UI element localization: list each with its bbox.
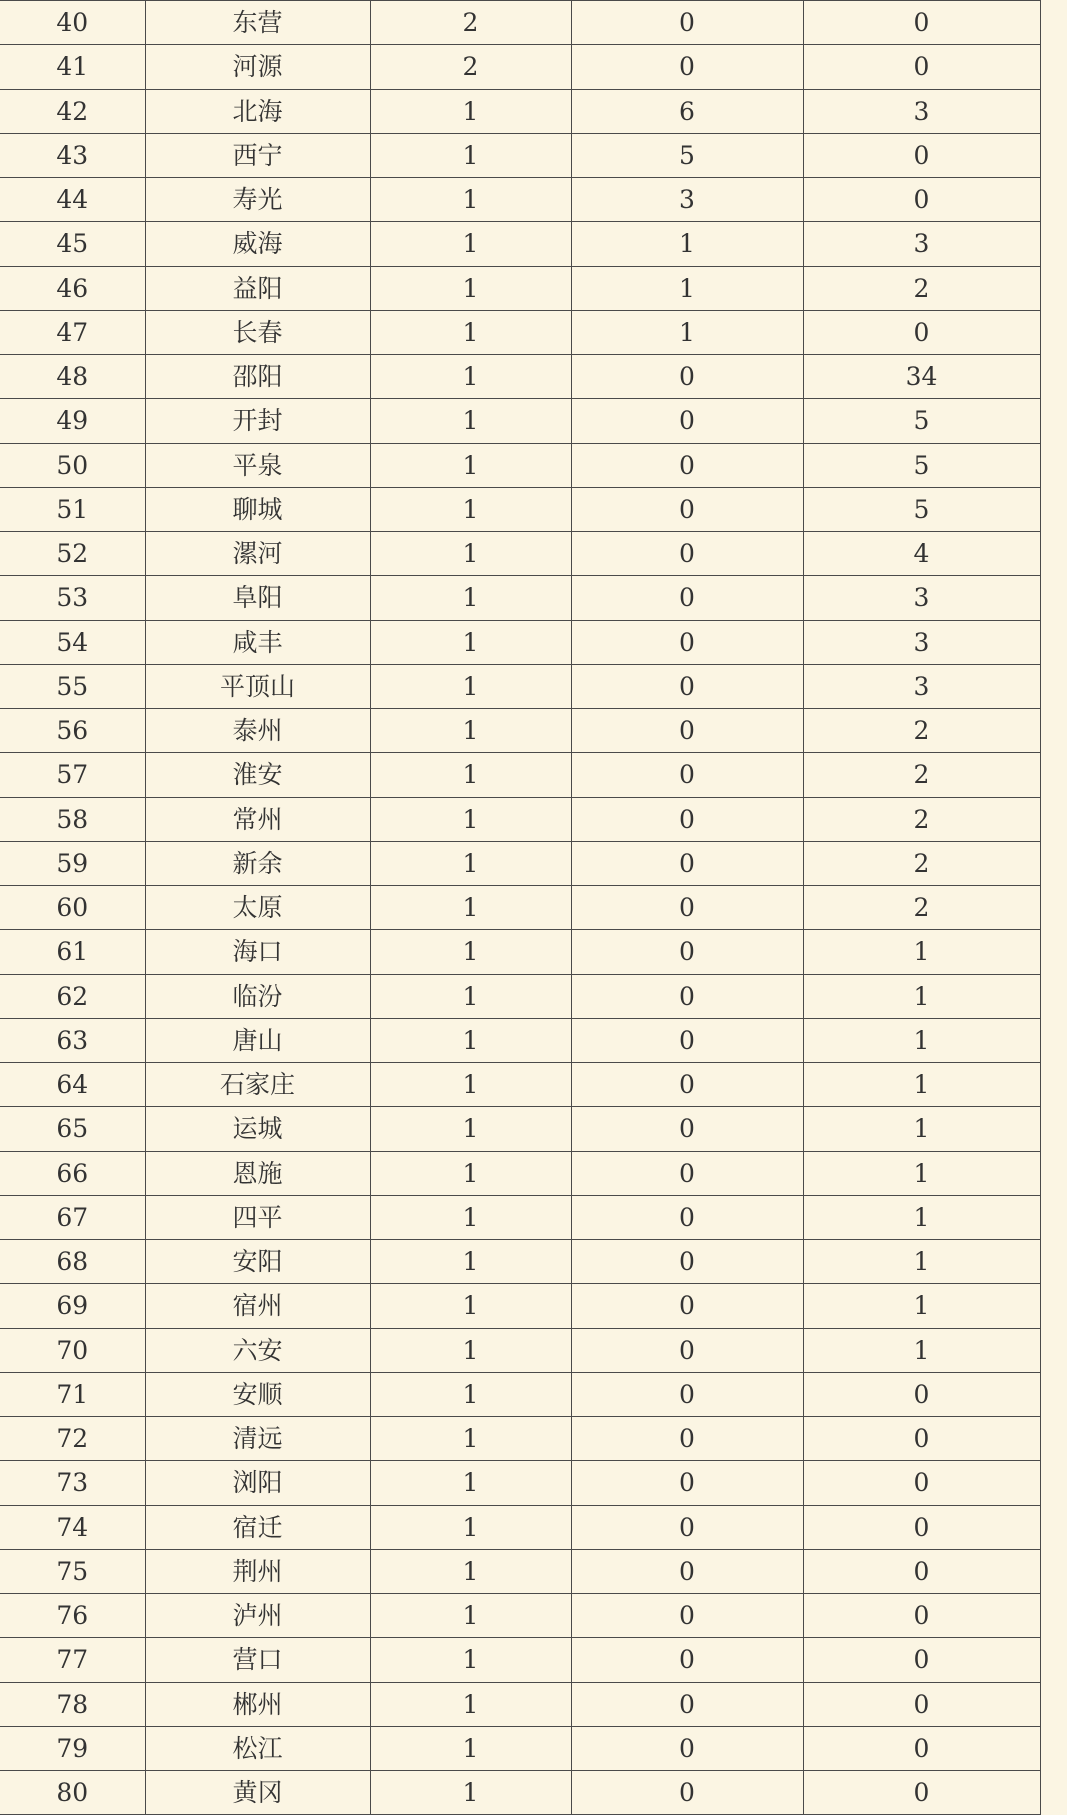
table-row xyxy=(0,1151,1040,1195)
table-cell-value-2: 6 xyxy=(571,89,803,133)
table-cell-value-1: 1 xyxy=(370,1505,571,1549)
table-cell-value-1: 1 xyxy=(370,1063,571,1107)
table-cell-rank: 69 xyxy=(0,1284,145,1328)
table-cell-city: 寿光 xyxy=(145,178,370,222)
table-row xyxy=(0,1328,1040,1372)
table-cell-city: 安顺 xyxy=(145,1372,370,1416)
table-cell-value-2: 0 xyxy=(571,1461,803,1505)
table-row xyxy=(0,310,1040,354)
table-cell-value-1: 1 xyxy=(370,1018,571,1062)
table-cell-city: 常州 xyxy=(145,797,370,841)
table-cell-value-2: 0 xyxy=(571,1726,803,1770)
table-cell-value-3: 1 xyxy=(803,930,1040,974)
table-cell-rank: 41 xyxy=(0,45,145,89)
table-cell-city: 新余 xyxy=(145,841,370,885)
table-cell-value-3: 1 xyxy=(803,1018,1040,1062)
table-row xyxy=(0,89,1040,133)
table-cell-city: 松江 xyxy=(145,1726,370,1770)
table-cell-value-1: 1 xyxy=(370,1107,571,1151)
table-cell-city: 浏阳 xyxy=(145,1461,370,1505)
table-cell-value-2: 0 xyxy=(571,443,803,487)
table-cell-rank: 59 xyxy=(0,841,145,885)
table-cell-value-2: 0 xyxy=(571,841,803,885)
table-cell-value-3: 1 xyxy=(803,974,1040,1018)
table-cell-rank: 46 xyxy=(0,266,145,310)
table-cell-value-2: 0 xyxy=(571,797,803,841)
table-cell-rank: 77 xyxy=(0,1638,145,1682)
table-cell-rank: 74 xyxy=(0,1505,145,1549)
table-row xyxy=(0,1018,1040,1062)
table-cell-value-2: 0 xyxy=(571,1682,803,1726)
table-cell-value-2: 0 xyxy=(571,1594,803,1638)
table-cell-city: 海口 xyxy=(145,930,370,974)
table-cell-rank: 51 xyxy=(0,487,145,531)
table-cell-city: 聊城 xyxy=(145,487,370,531)
table-row xyxy=(0,841,1040,885)
table-cell-value-3: 2 xyxy=(803,266,1040,310)
table-cell-value-1: 1 xyxy=(370,1726,571,1770)
table-cell-value-2: 1 xyxy=(571,266,803,310)
table-cell-rank: 76 xyxy=(0,1594,145,1638)
table-row xyxy=(0,399,1040,443)
table-cell-value-1: 1 xyxy=(370,841,571,885)
table-cell-value-1: 1 xyxy=(370,178,571,222)
table-cell-value-3: 1 xyxy=(803,1151,1040,1195)
table-cell-value-2: 0 xyxy=(571,620,803,664)
table-row xyxy=(0,1771,1040,1815)
table-row xyxy=(0,1461,1040,1505)
table-row xyxy=(0,1195,1040,1239)
table-row xyxy=(0,133,1040,177)
table-cell-value-1: 1 xyxy=(370,1151,571,1195)
table-cell-value-3: 3 xyxy=(803,576,1040,620)
table-cell-value-3: 0 xyxy=(803,1461,1040,1505)
table-row xyxy=(0,576,1040,620)
table-row xyxy=(0,1417,1040,1461)
table-cell-value-3: 3 xyxy=(803,620,1040,664)
table-cell-rank: 73 xyxy=(0,1461,145,1505)
table-cell-value-1: 1 xyxy=(370,487,571,531)
table-cell-city: 郴州 xyxy=(145,1682,370,1726)
table-cell-rank: 52 xyxy=(0,532,145,576)
table-cell-city: 河源 xyxy=(145,45,370,89)
table-cell-value-1: 1 xyxy=(370,1682,571,1726)
table-row xyxy=(0,1,1040,45)
table-row xyxy=(0,1505,1040,1549)
table-cell-value-3: 34 xyxy=(803,355,1040,399)
table-cell-city: 恩施 xyxy=(145,1151,370,1195)
table-cell-value-2: 0 xyxy=(571,399,803,443)
table-cell-value-1: 1 xyxy=(370,89,571,133)
table-cell-value-3: 2 xyxy=(803,886,1040,930)
table-row xyxy=(0,1682,1040,1726)
table-cell-value-3: 0 xyxy=(803,1638,1040,1682)
table-cell-value-2: 0 xyxy=(571,532,803,576)
table-cell-value-3: 0 xyxy=(803,133,1040,177)
table-cell-city: 运城 xyxy=(145,1107,370,1151)
table-cell-city: 西宁 xyxy=(145,133,370,177)
table-cell-value-3: 1 xyxy=(803,1195,1040,1239)
table-cell-value-3: 0 xyxy=(803,45,1040,89)
table-cell-city: 石家庄 xyxy=(145,1063,370,1107)
table-cell-value-3: 0 xyxy=(803,1505,1040,1549)
ranking-table-body xyxy=(0,1,1040,1815)
table-cell-city: 泸州 xyxy=(145,1594,370,1638)
table-cell-value-1: 1 xyxy=(370,399,571,443)
table-cell-city: 邵阳 xyxy=(145,355,370,399)
table-cell-value-3: 0 xyxy=(803,1682,1040,1726)
table-cell-value-1: 1 xyxy=(370,1771,571,1815)
table-cell-value-1: 1 xyxy=(370,1284,571,1328)
table-cell-value-3: 0 xyxy=(803,1372,1040,1416)
table-row xyxy=(0,930,1040,974)
table-cell-city: 荆州 xyxy=(145,1549,370,1593)
table-row xyxy=(0,1107,1040,1151)
table-cell-value-3: 3 xyxy=(803,664,1040,708)
table-row xyxy=(0,664,1040,708)
table-cell-value-3: 1 xyxy=(803,1107,1040,1151)
table-cell-rank: 49 xyxy=(0,399,145,443)
table-cell-value-1: 1 xyxy=(370,1372,571,1416)
table-row xyxy=(0,1240,1040,1284)
table-cell-value-2: 0 xyxy=(571,1549,803,1593)
table-cell-city: 六安 xyxy=(145,1328,370,1372)
table-cell-value-1: 1 xyxy=(370,1638,571,1682)
table-cell-rank: 42 xyxy=(0,89,145,133)
table-cell-value-2: 0 xyxy=(571,1,803,45)
table-cell-value-1: 1 xyxy=(370,1461,571,1505)
table-cell-city: 唐山 xyxy=(145,1018,370,1062)
table-cell-value-2: 0 xyxy=(571,1240,803,1284)
table-row xyxy=(0,532,1040,576)
table-cell-city: 咸丰 xyxy=(145,620,370,664)
table-cell-rank: 45 xyxy=(0,222,145,266)
table-row xyxy=(0,753,1040,797)
table-cell-city: 阜阳 xyxy=(145,576,370,620)
table-cell-rank: 60 xyxy=(0,886,145,930)
table-cell-value-2: 0 xyxy=(571,1151,803,1195)
table-row xyxy=(0,355,1040,399)
table-cell-city: 营口 xyxy=(145,1638,370,1682)
table-cell-value-1: 1 xyxy=(370,930,571,974)
table-cell-value-2: 0 xyxy=(571,1284,803,1328)
table-cell-city: 威海 xyxy=(145,222,370,266)
table-cell-value-1: 1 xyxy=(370,709,571,753)
table-cell-value-3: 1 xyxy=(803,1063,1040,1107)
table-cell-rank: 53 xyxy=(0,576,145,620)
table-cell-rank: 65 xyxy=(0,1107,145,1151)
table-cell-value-1: 1 xyxy=(370,1328,571,1372)
table-row xyxy=(0,1372,1040,1416)
table-row xyxy=(0,266,1040,310)
table-cell-city: 漯河 xyxy=(145,532,370,576)
table-cell-rank: 80 xyxy=(0,1771,145,1815)
table-cell-value-1: 1 xyxy=(370,222,571,266)
table-cell-rank: 43 xyxy=(0,133,145,177)
table-cell-value-1: 1 xyxy=(370,753,571,797)
table-cell-rank: 44 xyxy=(0,178,145,222)
table-cell-value-3: 4 xyxy=(803,532,1040,576)
table-cell-value-2: 0 xyxy=(571,487,803,531)
table-cell-city: 四平 xyxy=(145,1195,370,1239)
table-cell-rank: 40 xyxy=(0,1,145,45)
table-cell-rank: 68 xyxy=(0,1240,145,1284)
table-cell-value-3: 1 xyxy=(803,1240,1040,1284)
table-cell-value-2: 5 xyxy=(571,133,803,177)
table-cell-value-3: 0 xyxy=(803,1,1040,45)
table-cell-value-1: 1 xyxy=(370,133,571,177)
table-cell-rank: 47 xyxy=(0,310,145,354)
table-cell-value-3: 2 xyxy=(803,797,1040,841)
table-cell-city: 安阳 xyxy=(145,1240,370,1284)
table-cell-value-2: 0 xyxy=(571,1417,803,1461)
table-cell-value-2: 1 xyxy=(571,310,803,354)
table-cell-city: 太原 xyxy=(145,886,370,930)
table-row xyxy=(0,886,1040,930)
table-cell-value-1: 1 xyxy=(370,1549,571,1593)
table-cell-city: 宿州 xyxy=(145,1284,370,1328)
table-cell-value-3: 0 xyxy=(803,1726,1040,1770)
table-row xyxy=(0,1594,1040,1638)
table-cell-value-1: 1 xyxy=(370,620,571,664)
table-cell-rank: 57 xyxy=(0,753,145,797)
table-cell-value-3: 0 xyxy=(803,1771,1040,1815)
table-cell-rank: 71 xyxy=(0,1372,145,1416)
table-cell-value-1: 1 xyxy=(370,886,571,930)
table-cell-value-2: 0 xyxy=(571,1063,803,1107)
table-cell-value-2: 0 xyxy=(571,664,803,708)
table-cell-rank: 64 xyxy=(0,1063,145,1107)
table-cell-city: 平顶山 xyxy=(145,664,370,708)
table-cell-value-1: 1 xyxy=(370,576,571,620)
table-cell-value-1: 1 xyxy=(370,443,571,487)
table-cell-value-3: 3 xyxy=(803,222,1040,266)
table-cell-value-2: 0 xyxy=(571,1372,803,1416)
table-cell-city: 开封 xyxy=(145,399,370,443)
table-cell-value-3: 5 xyxy=(803,399,1040,443)
table-cell-value-2: 0 xyxy=(571,1107,803,1151)
table-cell-value-1: 1 xyxy=(370,310,571,354)
table-cell-value-3: 3 xyxy=(803,89,1040,133)
table-cell-value-2: 3 xyxy=(571,178,803,222)
table-cell-city: 泰州 xyxy=(145,709,370,753)
table-cell-value-3: 0 xyxy=(803,310,1040,354)
table-cell-value-1: 1 xyxy=(370,266,571,310)
table-cell-value-2: 0 xyxy=(571,1638,803,1682)
table-row xyxy=(0,443,1040,487)
table-cell-value-2: 0 xyxy=(571,1018,803,1062)
table-cell-value-2: 0 xyxy=(571,974,803,1018)
table-cell-value-3: 0 xyxy=(803,178,1040,222)
table-cell-rank: 78 xyxy=(0,1682,145,1726)
table-row xyxy=(0,1726,1040,1770)
table-cell-city: 清远 xyxy=(145,1417,370,1461)
table-cell-city: 淮安 xyxy=(145,753,370,797)
table-cell-value-1: 1 xyxy=(370,974,571,1018)
table-row xyxy=(0,1638,1040,1682)
table-cell-city: 东营 xyxy=(145,1,370,45)
table-cell-value-2: 0 xyxy=(571,709,803,753)
table-cell-rank: 61 xyxy=(0,930,145,974)
table-cell-rank: 55 xyxy=(0,664,145,708)
table-row xyxy=(0,620,1040,664)
table-cell-rank: 62 xyxy=(0,974,145,1018)
table-cell-value-2: 0 xyxy=(571,576,803,620)
table-cell-value-1: 1 xyxy=(370,1417,571,1461)
table-cell-value-2: 1 xyxy=(571,222,803,266)
table-cell-city: 临汾 xyxy=(145,974,370,1018)
table-cell-value-2: 0 xyxy=(571,1328,803,1372)
table-cell-rank: 79 xyxy=(0,1726,145,1770)
table-cell-value-1: 1 xyxy=(370,532,571,576)
table-row xyxy=(0,709,1040,753)
table-cell-value-3: 2 xyxy=(803,709,1040,753)
table-cell-rank: 70 xyxy=(0,1328,145,1372)
table-cell-value-3: 0 xyxy=(803,1594,1040,1638)
table-cell-value-1: 1 xyxy=(370,797,571,841)
table-cell-rank: 75 xyxy=(0,1549,145,1593)
table-cell-city: 黄冈 xyxy=(145,1771,370,1815)
table-cell-city: 长春 xyxy=(145,310,370,354)
table-cell-rank: 72 xyxy=(0,1417,145,1461)
table-cell-city: 平泉 xyxy=(145,443,370,487)
table-cell-value-1: 1 xyxy=(370,355,571,399)
table-cell-rank: 50 xyxy=(0,443,145,487)
table-cell-value-3: 2 xyxy=(803,841,1040,885)
table-cell-rank: 54 xyxy=(0,620,145,664)
table-cell-rank: 63 xyxy=(0,1018,145,1062)
table-cell-value-2: 0 xyxy=(571,1771,803,1815)
table-cell-value-3: 5 xyxy=(803,487,1040,531)
table-cell-rank: 48 xyxy=(0,355,145,399)
table-cell-value-3: 5 xyxy=(803,443,1040,487)
table-cell-value-3: 1 xyxy=(803,1284,1040,1328)
table-cell-value-3: 0 xyxy=(803,1549,1040,1593)
table-cell-value-2: 0 xyxy=(571,45,803,89)
table-cell-value-3: 2 xyxy=(803,753,1040,797)
table-cell-value-1: 1 xyxy=(370,1594,571,1638)
table-cell-value-1: 2 xyxy=(370,45,571,89)
table-cell-value-3: 0 xyxy=(803,1417,1040,1461)
table-cell-city: 益阳 xyxy=(145,266,370,310)
table-row xyxy=(0,178,1040,222)
table-row xyxy=(0,1063,1040,1107)
table-row xyxy=(0,45,1040,89)
table-cell-value-1: 1 xyxy=(370,1195,571,1239)
table-cell-rank: 67 xyxy=(0,1195,145,1239)
table-row xyxy=(0,1284,1040,1328)
table-cell-city: 宿迁 xyxy=(145,1505,370,1549)
table-cell-city: 北海 xyxy=(145,89,370,133)
table-cell-value-3: 1 xyxy=(803,1328,1040,1372)
table-cell-value-2: 0 xyxy=(571,886,803,930)
table-cell-rank: 66 xyxy=(0,1151,145,1195)
table-row xyxy=(0,797,1040,841)
table-cell-value-1: 1 xyxy=(370,664,571,708)
table-cell-value-2: 0 xyxy=(571,1505,803,1549)
table-row xyxy=(0,974,1040,1018)
table-row xyxy=(0,1549,1040,1593)
table-cell-value-1: 2 xyxy=(370,1,571,45)
table-cell-rank: 56 xyxy=(0,709,145,753)
table-cell-value-1: 1 xyxy=(370,1240,571,1284)
table-cell-value-2: 0 xyxy=(571,753,803,797)
table-row xyxy=(0,222,1040,266)
table-row xyxy=(0,487,1040,531)
table-cell-value-2: 0 xyxy=(571,355,803,399)
table-cell-rank: 58 xyxy=(0,797,145,841)
table-cell-value-2: 0 xyxy=(571,930,803,974)
table-cell-value-2: 0 xyxy=(571,1195,803,1239)
